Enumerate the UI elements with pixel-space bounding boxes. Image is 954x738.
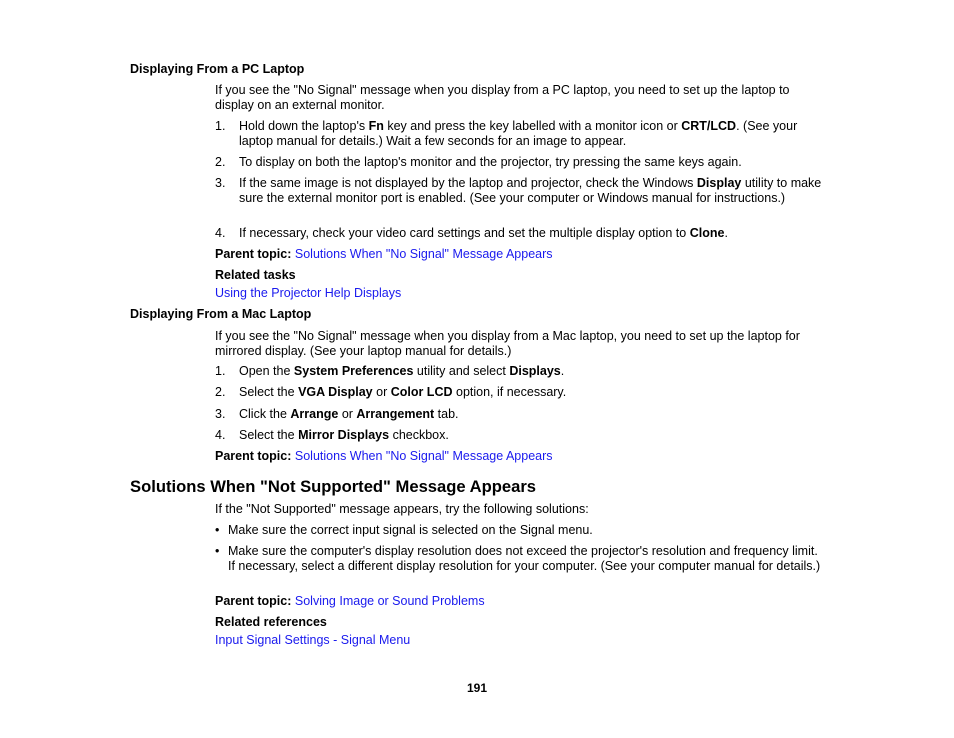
step-number: 3. [215, 407, 226, 421]
section-heading-not-supported: Solutions When "Not Supported" Message Appears [130, 477, 537, 496]
bullet-dot: • [215, 544, 220, 558]
page-number: 191 [466, 681, 488, 695]
step-number: 2. [215, 385, 226, 399]
step-text: Click the Arrange or Arrangement tab. [239, 407, 459, 421]
related-task-link[interactable]: Using the Projector Help Displays [215, 286, 402, 300]
step-text: If necessary, check your video card settings and set the multiple display option to Clone. [239, 226, 728, 240]
step-text: If the same image is not displayed by the laptop and projector, check the Windows Display utility to make sure the external monitor port is enabled. (See your computer or Windows manual for instructions.) [239, 176, 822, 205]
step-number: 3. [215, 176, 226, 190]
step-number: 2. [215, 155, 226, 169]
step-number: 1. [215, 119, 226, 133]
parent-topic-link[interactable]: Solving Image or Sound Problems [294, 594, 485, 608]
step-text: To display on both the laptop's monitor and the projector, try pressing the same keys again. [239, 155, 742, 169]
not-supported-intro: If the "Not Supported" message appears, try the following solutions: [215, 502, 589, 516]
pc-parent-topic [215, 247, 553, 262]
section-heading-pc-laptop: Displaying From a PC Laptop [130, 62, 305, 76]
parent-topic-link[interactable]: Solutions When "No Signal" Message Appears [294, 449, 553, 463]
related-tasks-label: Related tasks [215, 268, 296, 282]
step-text: Open the System Preferences utility and select Displays. [239, 364, 565, 378]
parent-topic-label: Parent topic: [215, 449, 292, 463]
mac-intro-paragraph: If you see the "No Signal" message when you display from a Mac laptop, you need to set up the laptop for mirrored display. (See your laptop manual for details.) [215, 329, 800, 358]
mac-parent-topic [215, 449, 553, 464]
related-reference-link[interactable]: Input Signal Settings - Signal Menu [215, 633, 411, 647]
not-supported-parent-topic [215, 594, 485, 609]
bullet-text: Make sure the computer's display resolution does not exceed the projector's resolution and frequency limit. If necessary, select a different display resolution for your computer. (See your computer manual for details.) [228, 544, 821, 573]
parent-topic-label: Parent topic: [215, 247, 292, 261]
step-number: 4. [215, 428, 226, 442]
step-number: 1. [215, 364, 226, 378]
related-tasks-link-wrap [215, 286, 401, 301]
step-text: Select the Mirror Displays checkbox. [239, 428, 449, 442]
parent-topic-link[interactable]: Solutions When "No Signal" Message Appears [294, 247, 553, 261]
section-heading-mac-laptop: Displaying From a Mac Laptop [130, 307, 312, 321]
bullet-text: Make sure the correct input signal is selected on the Signal menu. [228, 523, 593, 537]
step-text: Select the VGA Display or Color LCD option, if necessary. [239, 385, 567, 399]
related-references-label: Related references [215, 615, 327, 629]
bullet-dot: • [215, 523, 220, 537]
step-number: 4. [215, 226, 226, 240]
step-text: Hold down the laptop's Fn key and press the key labelled with a monitor icon or CRT/LCD. (See your laptop manual for details.) Wait a few seconds for an image to appear. [239, 119, 798, 148]
related-references-link-wrap [215, 633, 410, 648]
pc-intro-paragraph: If you see the "No Signal" message when you display from a PC laptop, you need to set up the laptop to display on an external monitor. [215, 83, 790, 112]
parent-topic-label: Parent topic: [215, 594, 292, 608]
